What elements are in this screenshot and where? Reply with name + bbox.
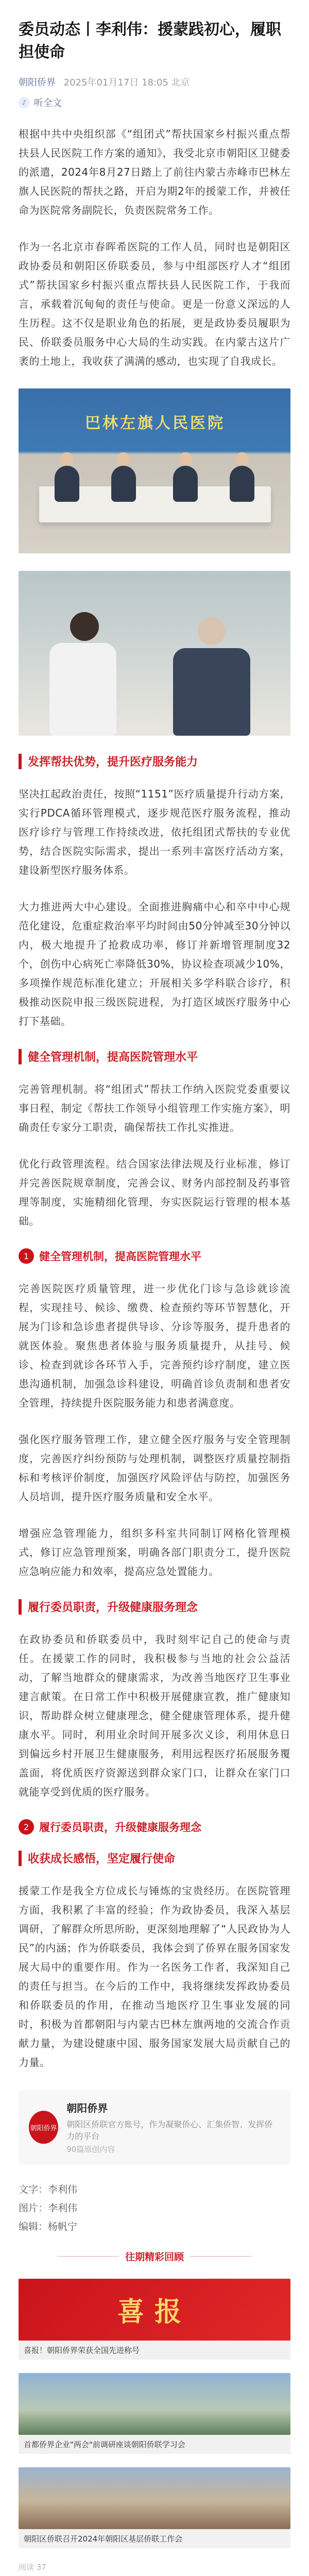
clinic-photo: [19, 571, 290, 736]
related-caption: 喜报！朝阳侨界荣获全国先进称号: [19, 2341, 290, 2360]
account-count: 90篇原创内容: [66, 2145, 115, 2154]
article-title: 委员动态丨李利伟：援蒙践初心，履职担使命: [19, 21, 281, 61]
paragraph: 完善医院医疗质量管理，进一步优化门诊与急诊就诊流程，实现挂号、候诊、缴费、检查预约等环节智慧化，开展为门诊和急诊患者提供导诊、分诊等服务，提升患者的就医体验。聚焦患者体验与服务质量提升，从挂号、候诊、检查到就诊各环节入手，完善预约诊疗制度，建立医患沟通机制，加强急诊科建设，明确首诊负责制和患者安全管理，持续提升医院服务能力和患者满意度。: [19, 1282, 290, 1409]
person-head: [235, 452, 249, 466]
person-head: [179, 452, 192, 466]
publish-date: 2025年01月17日 18:05 北京: [63, 77, 190, 88]
related-article[interactable]: [19, 2467, 290, 2548]
divider: [190, 2256, 252, 2257]
related-image: [19, 2373, 290, 2435]
person-head: [70, 612, 99, 641]
person-figure: [55, 466, 79, 502]
person-head: [117, 452, 130, 466]
paragraph: 坚决扛起政治责任，按照“1151”医疗质量提升行动方案，实行PDCA循环管理模式，逐步规范医疗服务流程，推动医疗诊疗与管理工作持续改进，依托组团式帮扶的专业优势，结合医院实际需求，提出一系列丰富医疗活动方案，建设新型医疗服务体系。: [19, 788, 290, 876]
paragraph: 作为一名北京市春晖希医院的工作人员，同时也是朝阳区政协委员和朝阳区侨联委员，参与中组部医疗人才“组团式”帮扶国家乡村振兴重点帮扶县人民医院工作，于我而言，承载着沉甸甸的责任与使命。更是一份意义深远的人生历程。这不仅是职业角色的拓展，更是政协委员履职为民、侨联委员服务中心大局的生动实践。在内蒙古这片广袤的土地上，我收获了满满的感动，也实现了自我成长。: [19, 241, 290, 367]
paragraph: 完善管理机制。将“组团式”帮扶工作纳入医院党委重要议事日程，制定《帮扶工作领导小组管理工作实施方案》，明确责任专家分工职责，确保帮扶工作扎实推进。: [19, 1083, 290, 1133]
paragraph: 在政协委员和侨联委员中，我时刻牢记自己的使命与责任。在援蒙工作的同时，我积极参与当地的社会公益活动，了解当地群众的健康需求，为改善当地医疗卫生事业建言献策。在日常工作中积极开展健康宣教，推广健康知识，帮助群众树立健康理念，健全健康管理体系，提升健康水平。同时，利用业余时间开展多次义诊，利用休息日到偏远乡村开展卫生健康服务，利用远程医疗拓展服务覆盖面，将优质医疗资源送到群众家门口，让群众在家门口就能享受到优质的医疗服务。: [19, 1633, 290, 1798]
account-logo: 朝阳侨界: [29, 2111, 58, 2144]
person-figure: [173, 648, 250, 736]
section-heading: 履行委员职责，升级健康服务理念: [19, 1599, 290, 1615]
related-caption: 首都侨界企业"两会"前调研座谈朝阳侨联学习会: [19, 2435, 290, 2454]
divider: [57, 2256, 119, 2257]
paragraph: 援蒙工作是我全方位成长与锤炼的宝贵经历。在医院管理方面，我积累了丰富的经验；作为政协委员，我深入基层调研，了解群众所思所盼，更深刻地理解了“人民政协为人民”的内涵；作为侨联委员，我体会到了侨界在服务国家发展大局中的重要作用。作为一名医务工作者，我深知自己的责任与担当。在今后的工作中，我将继续发挥政协委员和侨联委员的作用，在推动当地医疗卫生事业发展的同时，积极为首都朝阳与内蒙古巴林左旗两地的交流合作贡献力量，为建设健康中国、服务国家发展大局贡献自己的力量。: [19, 1885, 290, 2069]
person-figure: [111, 466, 136, 502]
credits: [19, 2180, 290, 2236]
related-article[interactable]: [19, 2279, 290, 2360]
credit-line: 图片：李利伟: [19, 2202, 78, 2214]
person-figure: [49, 643, 116, 736]
person-head: [198, 617, 226, 645]
article-meta: [19, 75, 290, 89]
account-card[interactable]: [19, 2090, 290, 2165]
credit-line: 文字：李利伟: [19, 2184, 78, 2195]
paragraph: 强化医疗服务管理工作，建立健全医疗服务与安全管理制度，完善医疗纠纷预防与处理机制，调整医疗质量控制指标和考核评价制度，加强医疗风险评估与防控，加强医务人员培训，提升医疗服务质量和安全水平。: [19, 1433, 290, 1503]
account-name: 朝阳侨界: [66, 2102, 108, 2114]
person-figure: [173, 466, 198, 502]
paragraph: 大力推进两大中心建设。全面推进胸痛中心和卒中中心规范化建设，危重症救治率平均时间由50分钟减至30分钟以内，极大地提升了抢救成功率，修订并新增管理制度32个，创伤中心病死亡率降低30%，协议检查项减少10%，多项操作规范标准化建立；开展相关多学科联合诊疗，积极推动医院申报三级医院进程，为打造区域医疗服务中心打下基础。: [19, 901, 290, 1027]
paragraph: 增强应急管理能力，组织多科室共同制订网格化管理模式，修订应急管理预案，明确各部门职责分工，提升医院应急响应能力和效率，提高应急处置能力。: [19, 1527, 290, 1578]
section-marker: [19, 754, 22, 769]
person-head: [60, 452, 74, 466]
related-image: [19, 2279, 290, 2341]
paragraph: 优化行政管理流程。结合国家法律法规及行业标准，修订并完善医院规章制度，完善会议、财务内部控制及药事管理等制度，实施精细化管理，夯实医院运行管理的根本基础。: [19, 1158, 290, 1227]
paragraph: 根据中共中央组织部《“组团式”帮扶国家乡村振兴重点帮扶县人民医院工作方案的通知》，我受北京市朝阳区卫健委的派遣，2024年8月27日踏上了前往内蒙古赤峰市巴林左旗人民医院的帮扶之路，开启为期2年的援蒙工作，并被任命为医院常务副院长，负责医院常务工作。: [19, 128, 290, 216]
related-caption: 朝阳区侨联召开2024年朝阳区基层侨联工作会: [19, 2529, 290, 2548]
section-heading: 收获成长感悟，坚定履行使命: [19, 1850, 290, 1866]
section-marker: [19, 1049, 22, 1064]
banner-text: 喜报: [117, 2297, 192, 2328]
section-marker: [19, 1851, 22, 1866]
account-link[interactable]: 朝阳侨界: [19, 77, 56, 88]
sub-heading: 1 健全管理机制，提高医院管理水平: [19, 1248, 290, 1264]
account-desc: 朝阳区侨联官方账号，作为凝聚侨心、汇集侨智、发挥侨力的平台: [66, 2120, 273, 2141]
read-count: 阅读 37: [19, 2563, 46, 2572]
sub-heading: 2 履行委员职责，升级健康服务理念: [19, 1819, 290, 1835]
meeting-banner-text: 巴林左旗人民医院: [85, 414, 225, 432]
meeting-photo: [19, 388, 290, 553]
listen-button[interactable]: [19, 96, 290, 109]
person-figure: [230, 466, 254, 502]
section-heading: 健全管理机制，提高医院管理水平: [19, 1048, 290, 1064]
listen-label: 听全文: [34, 98, 62, 109]
credit-line: 编辑：杨帆宁: [19, 2221, 78, 2232]
related-image: [19, 2467, 290, 2529]
headphone-icon: ♪: [19, 97, 30, 108]
related-article[interactable]: [19, 2373, 290, 2454]
account-info: [66, 2100, 280, 2155]
section-heading: 发挥帮扶优势，提升医疗服务能力: [19, 753, 290, 769]
previous-highlights-header: 往期精彩回顾: [19, 2249, 290, 2263]
section-marker: [19, 1599, 22, 1615]
